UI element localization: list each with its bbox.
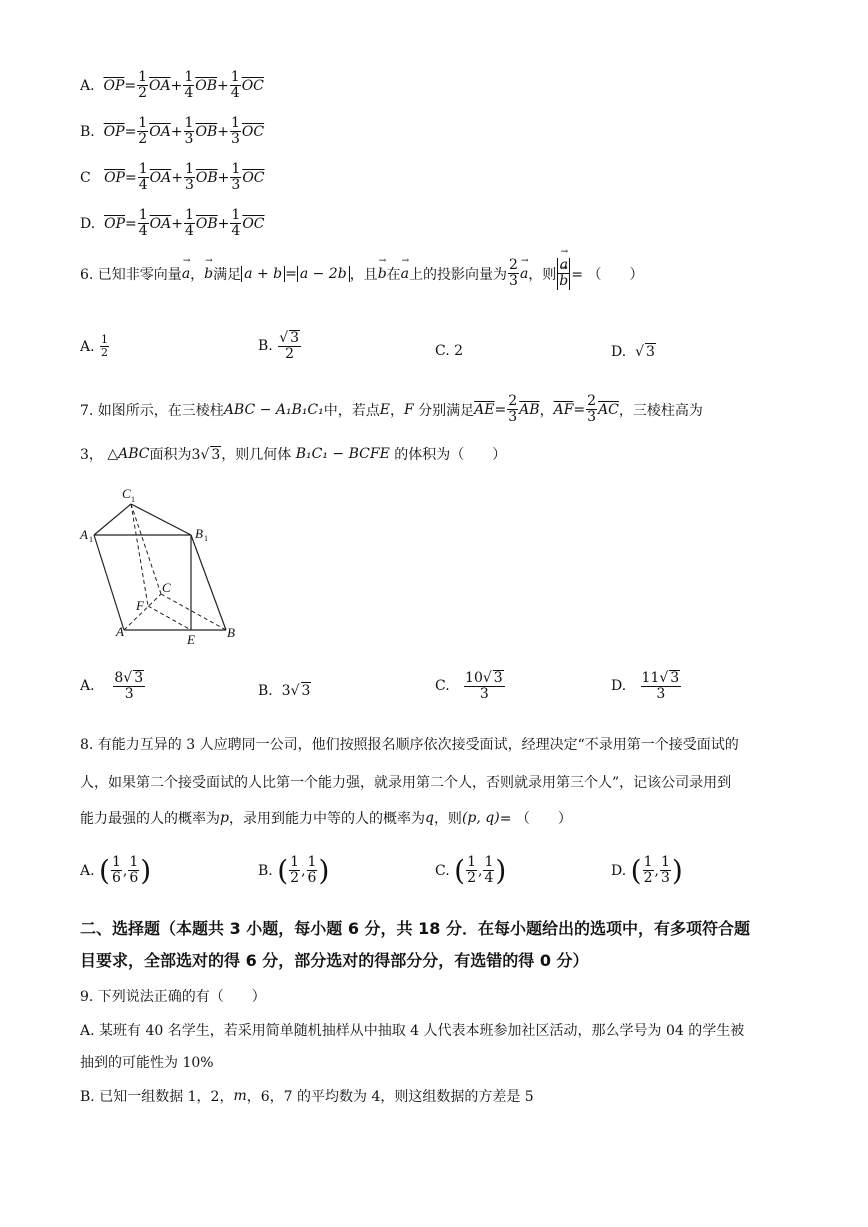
edge-b1-b bbox=[191, 535, 226, 630]
area-value: 3√ 3 bbox=[191, 446, 221, 463]
equals-sign: = bbox=[285, 265, 297, 282]
vector-oc: $\overline{OC}$ bbox=[241, 123, 265, 140]
equals-sign: = bbox=[125, 215, 137, 232]
vector-oa: $\overline{OA}$ bbox=[149, 169, 172, 186]
q8-line1: 8. 有能力互异的 3 人应聘同一公司，他们按照报名顺序依次接受面试，经理决定“不录用第一个接受面试的 bbox=[80, 737, 739, 753]
fraction: $\frac{1}{2}$ bbox=[467, 853, 476, 886]
plus-sign: + bbox=[217, 123, 229, 140]
q9-option-b[interactable] bbox=[80, 1086, 534, 1106]
label-c1-sub: 1 bbox=[131, 495, 135, 504]
plus-sign: + bbox=[217, 169, 230, 186]
q6-option-a[interactable] bbox=[80, 334, 110, 359]
plus-sign: + bbox=[170, 123, 183, 140]
q8-text: = （ ） bbox=[499, 811, 572, 827]
fraction: $\frac{1}{4}$ bbox=[484, 853, 494, 886]
q5-option-b[interactable] bbox=[80, 116, 264, 148]
q6-option-b[interactable] bbox=[258, 330, 302, 363]
equals-sign: = bbox=[124, 77, 137, 94]
label-b1-sub: 1 bbox=[204, 534, 208, 543]
label-a1: A bbox=[80, 527, 88, 542]
label-a1-sub: 1 bbox=[89, 535, 93, 544]
vector-op: $\overline{OP}$ bbox=[103, 77, 125, 94]
fraction: $\frac{2}{3}$ bbox=[587, 393, 597, 426]
vector-ob: $\overline{OB}$ bbox=[195, 77, 218, 94]
vector-ac: $\overline{AC}$ bbox=[598, 401, 619, 418]
q8-text: 能力最强的人的概率为 bbox=[80, 811, 220, 827]
fraction: $\frac{1}{3}$ bbox=[231, 161, 241, 194]
label-b: B bbox=[227, 625, 235, 640]
fraction: $\frac{1}{3}$ bbox=[660, 853, 670, 886]
plus-sign: + bbox=[170, 77, 183, 94]
option-label: B. bbox=[80, 123, 95, 140]
vector-ob: $\overline{OB}$ bbox=[195, 169, 218, 186]
norm-a-minus-2b: a − 2b bbox=[297, 266, 350, 282]
fraction: $\frac{1}{4}$ bbox=[231, 207, 241, 240]
point-e: E bbox=[379, 401, 390, 418]
var-m: m bbox=[233, 1088, 247, 1104]
q7-line2 bbox=[80, 444, 506, 464]
label-e: E bbox=[187, 632, 195, 647]
edge-f-e bbox=[148, 606, 191, 630]
edge-c1-f bbox=[131, 504, 148, 606]
vector-oa: $\overline{OA}$ bbox=[149, 77, 171, 94]
option-label: B. bbox=[258, 862, 273, 879]
fraction: $\frac{1}{3}$ bbox=[230, 115, 240, 148]
prism-name: ABC − A₁B₁C₁ bbox=[223, 401, 324, 418]
vector-oc: $\overline{OC}$ bbox=[241, 77, 264, 94]
vector-ae: $\overline{AE}$ bbox=[474, 401, 495, 418]
section-heading-line1: 二、选择题（本题共 3 小题，每小题 6 分，共 18 分．在每小题给出的选项中，有多项符合题 bbox=[80, 919, 750, 938]
fraction: $\frac{1}{2}$ bbox=[138, 115, 148, 148]
label-c1: C bbox=[122, 486, 131, 501]
triangle-abc: △ABC bbox=[107, 446, 150, 462]
option-label: A. bbox=[80, 338, 95, 355]
vector-ab: $\overline{AB}$ bbox=[519, 401, 540, 418]
vector-b: → b bbox=[378, 266, 387, 282]
label-a: A bbox=[116, 624, 124, 639]
option-label: A. bbox=[80, 862, 95, 879]
q7-text: ， bbox=[390, 402, 404, 419]
q8-option-a[interactable]: A. ( $\frac{1}{6}$ , $\frac{1}{6}$ ) bbox=[80, 853, 152, 887]
fraction: $\frac{1}{6}$ bbox=[129, 853, 139, 886]
vector-a: → a bbox=[182, 266, 190, 282]
plus-sign: + bbox=[171, 215, 183, 232]
plus-sign: + bbox=[217, 77, 229, 94]
vector-a: → a bbox=[520, 266, 528, 282]
option-label: C. bbox=[435, 678, 450, 695]
fraction: $\frac{1}{4}$ bbox=[230, 69, 240, 102]
q6-text: 上的投影向量为 bbox=[409, 266, 508, 283]
value: 3√ 3 bbox=[281, 683, 311, 699]
fraction: $\frac{1}{4}$ bbox=[138, 207, 148, 240]
q5-option-c[interactable] bbox=[80, 162, 265, 194]
vector-oa: $\overline{OA}$ bbox=[149, 215, 172, 232]
q9-text: B. 已知一组数据 1，2， bbox=[80, 1089, 234, 1105]
q7-option-c[interactable] bbox=[435, 670, 506, 703]
option-label: D. bbox=[611, 678, 627, 695]
vector-af: $\overline{AF}$ bbox=[553, 401, 574, 418]
fraction: $\frac{1}{6}$ bbox=[111, 853, 121, 886]
plus-sign: + bbox=[217, 215, 230, 232]
section-heading-line2: 目要求，全部选对的得 6 分，部分选对的得部分分，有选错的得 0 分） bbox=[80, 951, 589, 970]
vector-op: $\overline{OP}$ bbox=[103, 123, 125, 140]
vector-oc: $\overline{OC}$ bbox=[242, 169, 265, 186]
pair-pq: (p, q) bbox=[461, 810, 500, 826]
q6-text: 在 bbox=[386, 266, 401, 283]
q6-text: = （ ） bbox=[571, 266, 644, 283]
vector-op: $\overline{OP}$ bbox=[104, 215, 125, 232]
q7-text: 7. 如图所示，在三棱柱 bbox=[80, 402, 224, 419]
q5-option-a[interactable] bbox=[80, 70, 264, 102]
label-f: F bbox=[136, 598, 144, 613]
label-b1: B bbox=[195, 526, 203, 541]
option-label: C bbox=[80, 169, 91, 186]
fraction: $\frac{2}{3}$ bbox=[508, 393, 518, 426]
fraction: $\frac{1}{6}$ bbox=[307, 853, 317, 886]
fraction: $\frac{1}{3}$ bbox=[184, 115, 194, 148]
fraction: $\frac{8√ 3}{3}$ bbox=[114, 670, 144, 703]
fraction: $\frac{√ 3}{2}$ bbox=[279, 330, 300, 363]
fraction: $\frac{1}{2}$ bbox=[138, 69, 148, 102]
vector-b: → b bbox=[204, 266, 213, 282]
equals-sign: = bbox=[494, 401, 507, 418]
q7-text: 3， bbox=[80, 447, 103, 463]
q9-text: ，6，7 的平均数为 4，则这组数据的方差是 5 bbox=[246, 1089, 534, 1105]
q6-stem: 6. 已知非零向量 → a ， → b 满足 a + b = a − 2b ，且 → b 在 → a 上的投影向量为 $\frac{2}{3}$ → a ，则 → a → b = （ ） bbox=[80, 258, 643, 290]
fraction: $\frac{1}{4}$ bbox=[184, 69, 194, 102]
q7-option-a[interactable] bbox=[80, 670, 146, 703]
option-label: C. bbox=[435, 862, 450, 879]
fraction: $\frac{11√ 3}{3}$ bbox=[641, 670, 680, 703]
q7-text: 中，若点 bbox=[323, 402, 380, 419]
vector-oc: $\overline{OC}$ bbox=[242, 215, 265, 232]
q8-line2: 人，如果第二个接受面试的人比第一个能力强，就录用第二个人，否则就录用第三个人”，记该公司录用到 bbox=[80, 775, 732, 791]
fraction: $\frac{1}{2}$ bbox=[643, 853, 653, 886]
fraction: $\frac{2}{3}$ bbox=[509, 257, 518, 290]
fraction: $\frac{1}{2}$ bbox=[101, 333, 109, 360]
equals-sign: = bbox=[124, 169, 137, 186]
var-p: p bbox=[220, 810, 229, 826]
q6-text: ，且 bbox=[349, 266, 378, 283]
plus-sign: + bbox=[171, 169, 183, 186]
edge-c1-b1 bbox=[131, 504, 191, 535]
label-c: C bbox=[162, 580, 171, 595]
solid-name: B₁C₁ − BCFE bbox=[295, 446, 390, 462]
option-label: B. bbox=[258, 338, 273, 355]
norm-a-plus-b: a + b bbox=[241, 266, 285, 282]
fraction: $\frac{10√ 3}{3}$ bbox=[465, 670, 503, 703]
option-label: D. bbox=[611, 343, 627, 360]
q9-stem: 9. 下列说法正确的有（ ） bbox=[80, 989, 266, 1005]
q7-text: 的体积为（ ） bbox=[394, 447, 507, 463]
q6-text: 6. 已知非零向量 bbox=[80, 266, 182, 283]
q8-option-d[interactable]: D. ( $\frac{1}{2}$ , $\frac{1}{3}$ ) bbox=[611, 853, 683, 887]
q6-text: 满足 bbox=[213, 266, 242, 283]
vector-a: → a bbox=[401, 266, 409, 282]
q7-option-b[interactable] bbox=[258, 682, 311, 699]
edge-c-b bbox=[161, 594, 226, 630]
q8-text: ，则 bbox=[433, 811, 462, 827]
q8-option-c[interactable]: C. ( $\frac{1}{2}$ , $\frac{1}{4}$ ) bbox=[435, 853, 507, 887]
norm-ratio: → a → b bbox=[557, 258, 570, 290]
q7-option-d[interactable] bbox=[611, 670, 682, 703]
q7-text: 面积为 bbox=[149, 447, 192, 463]
q8-text: ，录用到能力中等的人的概率为 bbox=[228, 811, 425, 827]
q8-line3 bbox=[80, 808, 572, 828]
option-label: D. bbox=[611, 862, 627, 879]
point-f: F bbox=[404, 401, 414, 418]
option-label: A. bbox=[80, 77, 95, 94]
edge-a1-a bbox=[94, 535, 124, 630]
fraction: $\frac{1}{3}$ bbox=[184, 161, 194, 194]
q6-option-d[interactable] bbox=[611, 343, 656, 360]
q8-option-b[interactable]: B. ( $\frac{1}{2}$ , $\frac{1}{6}$ ) bbox=[258, 853, 330, 887]
prism-figure bbox=[76, 482, 246, 647]
q5-option-d[interactable] bbox=[80, 208, 265, 240]
option-label: C. 2 bbox=[435, 343, 464, 359]
option-label: A. bbox=[80, 678, 95, 695]
vector-oa: $\overline{OA}$ bbox=[149, 123, 171, 140]
equals-sign: = bbox=[573, 401, 586, 418]
equals-sign: = bbox=[124, 123, 137, 140]
q7-line1: 7. 如图所示，在三棱柱 ABC − A₁B₁C₁ 中，若点 E ， F 分别满足 $\overline{AE}$ = $\frac{2}{3}$ $\overline{AB}$ ， $\overline{AF}$ = $\frac{2}{3}$ $\overline{AC}$ ，三棱柱高为 bbox=[80, 393, 703, 426]
option-label: B. bbox=[258, 682, 273, 699]
vector-ob: $\overline{OB}$ bbox=[195, 215, 218, 232]
q7-text: ，则几何体 bbox=[221, 447, 292, 463]
edge-c1-a1 bbox=[94, 504, 131, 535]
fraction: $\frac{1}{4}$ bbox=[138, 161, 148, 194]
q6-text: ，则 bbox=[528, 266, 557, 283]
vector-ob: $\overline{OB}$ bbox=[195, 123, 218, 140]
q7-text: 分别满足 bbox=[418, 402, 475, 419]
q9-option-a-line1[interactable]: A. 某班有 40 名学生，若采用简单随机抽样从中抽取 4 人代表本班参加社区活动，那么学号为 04 的学生被 bbox=[80, 1023, 745, 1039]
option-label: D. bbox=[80, 215, 96, 232]
q9-option-a-line2: 抽到的可能性为 10% bbox=[80, 1055, 214, 1071]
vector-op: $\overline{OP}$ bbox=[104, 169, 125, 186]
q6-option-c[interactable] bbox=[435, 343, 463, 359]
fraction: $\frac{1}{2}$ bbox=[290, 853, 300, 886]
sqrt-3: √ 3 bbox=[635, 344, 655, 360]
fraction: $\frac{1}{4}$ bbox=[184, 207, 194, 240]
q7-text: ，三棱柱高为 bbox=[618, 402, 703, 419]
var-q: q bbox=[424, 810, 434, 826]
